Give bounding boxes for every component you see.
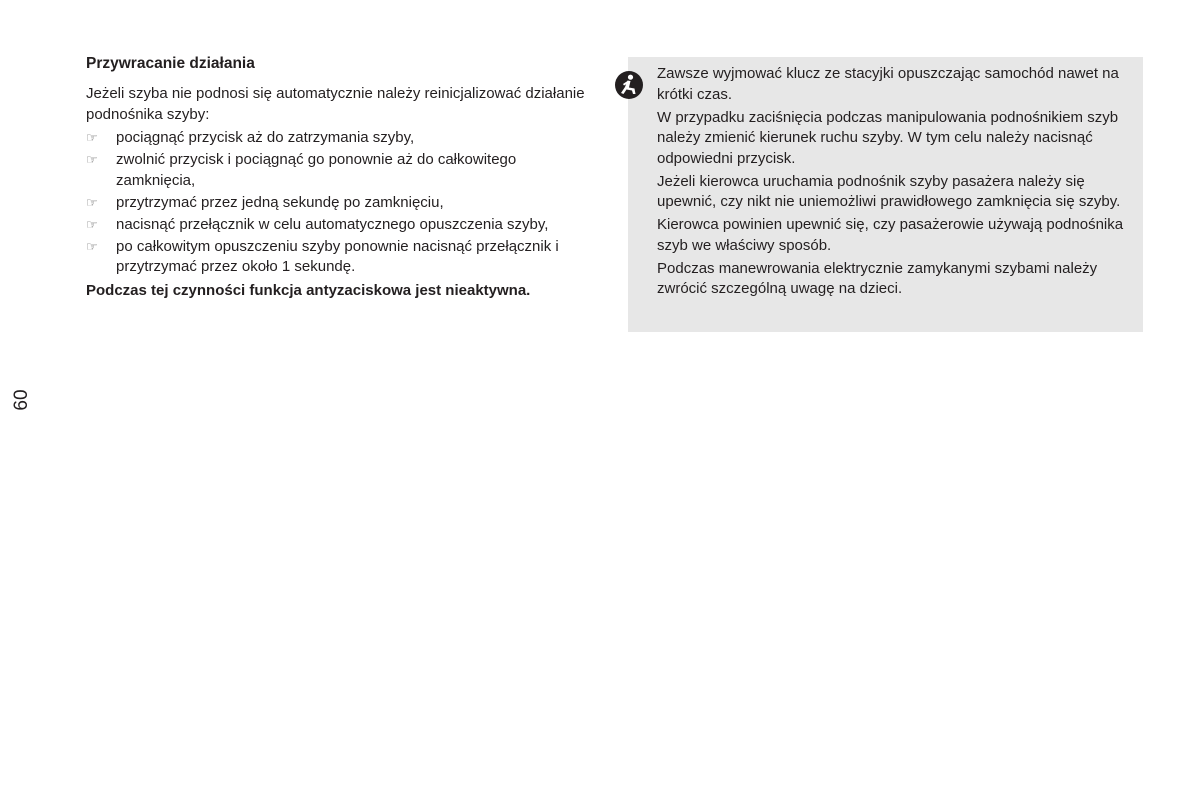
list-item [86, 237, 598, 278]
warning-paragraph: Kierowca powinien upewnić się, czy pasażerowie używają podnośnika szyb we właściwy sposób. [657, 216, 1124, 254]
pointing-hand-icon: ☞ [86, 194, 98, 210]
pointing-hand-icon: ☞ [86, 152, 98, 167]
warning-text [657, 64, 1133, 302]
warning-box [628, 57, 1143, 332]
list-item [86, 215, 598, 236]
intro-text: Jeżeli szyba nie podnosi się automatycznie należy reinicjalizować działanie podnośnika szyby: [86, 85, 585, 123]
list-item [86, 128, 598, 149]
steps-list [86, 128, 598, 278]
list-item [86, 150, 598, 191]
step-text: pociągnąć przycisk aż do zatrzymania szyby, [116, 129, 415, 146]
warning-paragraph: Zawsze wyjmować klucz ze stacyjki opuszczając samochód nawet na krótki czas. [657, 65, 1119, 103]
instructions-column [86, 53, 598, 301]
page-number: 60 [11, 389, 32, 411]
pointing-hand-icon: ☞ [86, 216, 98, 232]
warning-paragraph: Podczas manewrowania elektrycznie zamykanymi szybami należy zwrócić szczególną uwagę na dzieci. [657, 259, 1098, 297]
step-text: zwolnić przycisk i pociągnąć go ponownie aż do całkowitego zamknięcia, [116, 151, 517, 189]
step-text: przytrzymać przez jedną sekundę po zamknięciu, [116, 193, 444, 211]
warning-paragraph: Jeżeli kierowca uruchamia podnośnik szyby pasażera należy się upewnić, czy nikt nie uniemożliwi prawidłowego zamknięcia się szyby. [657, 172, 1121, 210]
pointing-hand-icon: ☞ [86, 130, 98, 145]
list-item [86, 193, 598, 214]
warning-paragraph: W przypadku zaciśnięcia podczas manipulowania podnośnikiem szyb należy zmienić kierunek ruchu szyby. W tym celu należy nacisnąć odpowiedni przycisk. [657, 108, 1119, 167]
section-title: Przywracanie działania [86, 55, 255, 72]
step-text: po całkowitym opuszczeniu szyby ponownie nacisnąć przełącznik i przytrzymać przez około 1 sekundę. [116, 237, 559, 275]
note-text: Podczas tej czynności funkcja antyzaciskowa jest nieaktywna. [86, 281, 531, 299]
step-text: nacisnąć przełącznik w celu automatycznego opuszczenia szyby, [116, 215, 549, 233]
child-safety-icon [614, 70, 644, 100]
pointing-hand-icon: ☞ [86, 238, 98, 254]
